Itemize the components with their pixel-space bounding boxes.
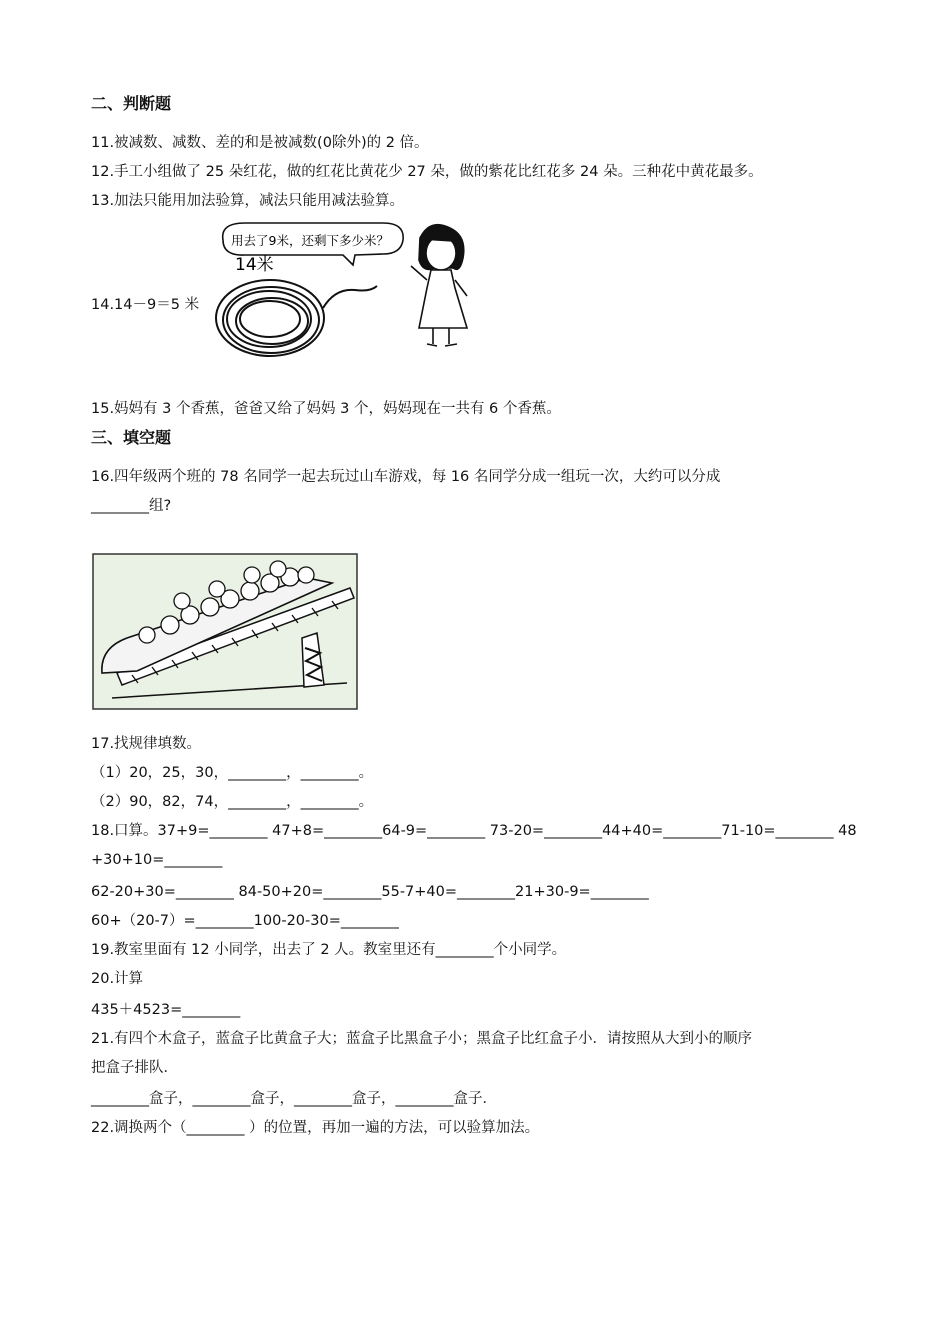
question-20: 20.计算 <box>91 971 144 987</box>
question-20-expression: 435＋4523=________ <box>91 1002 241 1018</box>
question-21-continued: 把盒子排队． <box>91 1060 178 1076</box>
question-17-part-2: （2）90，82，74，________，________。 <box>91 794 374 810</box>
question-21: 21.有四个木盒子，蓝盒子比黄盒子大；蓝盒子比黑盒子小；黑盒子比红盒子小．请按照从大到小的顺序 <box>91 1031 753 1047</box>
rope-length-label: 14米 <box>235 255 274 275</box>
question-21-blanks: ________盒子，________盒子，________盒子，________盒子． <box>91 1091 497 1107</box>
section-heading-fill-in: 三、填空题 <box>91 428 172 447</box>
section-heading-judgement: 二、判断题 <box>91 94 172 113</box>
question-16-blank: ________组? <box>91 498 172 514</box>
rope-girl-illustration <box>205 218 485 363</box>
question-17: 17.找规律填数。 <box>91 736 202 752</box>
question-11: 11.被减数、减数、差的和是被减数(0除外)的 2 倍。 <box>91 135 429 151</box>
question-15: 15.妈妈有 3 个香蕉，爸爸又给了妈妈 3 个，妈妈现在一共有 6 个香蕉。 <box>91 401 561 417</box>
rope-coil <box>216 280 377 356</box>
speech-bubble-text: 用去了9米，还剩下多少米？ <box>231 233 389 248</box>
question-22: 22.调换两个（________ ）的位置，再加一遍的方法，可以验算加法。 <box>91 1120 540 1136</box>
question-17-part-1: （1）20，25，30，________，________。 <box>91 765 374 781</box>
question-18-line-1: 18.口算。37+9=________ 47+8=________64-9=________ 73-20=________44+40=________71-10=________ 48 <box>91 823 857 839</box>
question-18-line-2: +30+10=________ <box>91 852 223 868</box>
question-14: 14.14－9＝5 米 <box>91 297 200 313</box>
question-16: 16.四年级两个班的 78 名同学一起去玩过山车游戏，每 16 名同学分成一组玩一次，大约可以分成 <box>91 469 721 485</box>
question-19: 19.教室里面有 12 小同学，出去了 2 人。教室里还有________个小同学。 <box>91 942 567 958</box>
question-18-line-4: 60+（20-7）=________100-20-30=________ <box>91 913 399 929</box>
girl-figure <box>411 225 467 346</box>
question-18-line-3: 62-20+30=________ 84-50+20=________55-7+40=________21+30-9=________ <box>91 884 649 900</box>
question-12: 12.手工小组做了 25 朵红花，做的红花比黄花少 27 朵，做的紫花比红花多 24 朵。三种花中黄花最多。 <box>91 164 763 180</box>
roller-coaster-illustration <box>92 553 358 710</box>
question-13: 13.加法只能用加法验算，减法只能用减法验算。 <box>91 193 405 209</box>
